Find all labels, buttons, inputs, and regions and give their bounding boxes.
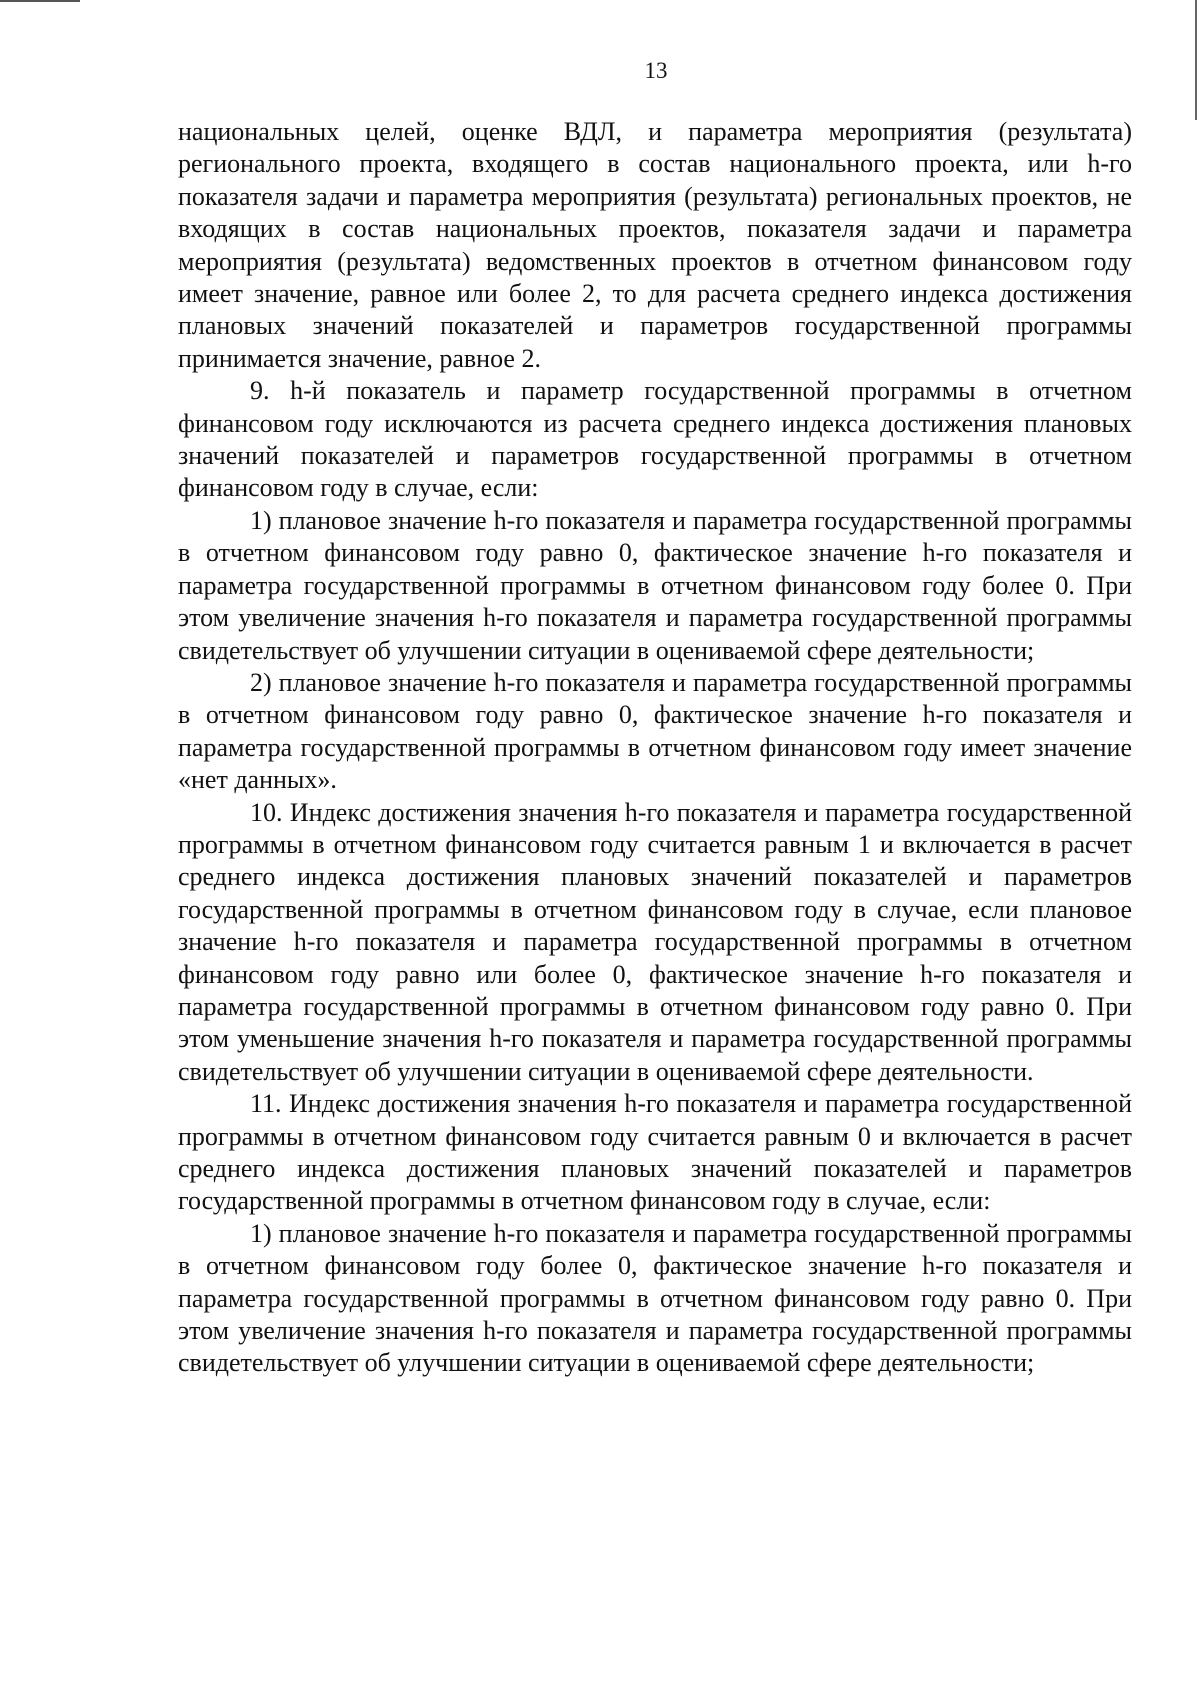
page-number: 13 <box>644 58 668 83</box>
paragraph-continuation: национальных целей, оценке ВДЛ, и параметра мероприятия (результата) регионального проекта, входящего в состав национального проекта, или h-го показателя задачи и параметра мероприятия (результата) региональных проектов, не входящих в состав национальных проектов, показателя задачи и параметра мероприятия (результата) ведомственных проектов в отчетном финансовом году имеет значение, равное или более 2, то для расчета среднего индекса достижения плановых значений показателей и параметров государственной программы принимается значение, равное 2. <box>178 117 1132 373</box>
paragraph-item-9: 9. h-й показатель и параметр государственной программы в отчетном финансовом году исключаются из расчета среднего индекса достижения плановых значений показателей и параметров государственной программы в отчетном финансовом году в случае, если: <box>178 376 1132 503</box>
paragraph-item-11: 11. Индекс достижения значения h-го показателя и параметра государственной программы в отчетном финансовом году считается равным 0 и включается в расчет среднего индекса достижения плановых значений показателей и параметров государственной программы в отчетном финансовом году в случае, если: <box>178 1089 1132 1216</box>
paragraph-item-11-1: 1) плановое значение h-го показателя и параметра государственной программы в отчетном финансовом году более 0, фактическое значение h-го показателя и параметра государственной программы в отчетном финансовом году равно 0. При этом увеличение значения h-го показателя и параметра государственной программы свидетельствует об улучшении ситуации в оцениваемой сфере деятельности; <box>178 1218 1132 1378</box>
paragraph-item-10: 10. Индекс достижения значения h-го показателя и параметра государственной программы в отчетном финансовом году считается равным 1 и включается в расчет среднего индекса достижения плановых значений показателей и параметров государственной программы в отчетном финансовом году в случае, если плановое значение h-го показателя и параметра государственной программы в отчетном финансовом году равно или более 0, фактическое значение h-го показателя и параметра государственной программы в отчетном финансовом году равно 0. При этом уменьшение значения h-го показателя и параметра государственной программы свидетельствует об улучшении ситуации в оцениваемой сфере деятельности. <box>178 797 1132 1086</box>
scan-edge-mark-top <box>0 0 80 2</box>
paragraph-item-9-1: 1) плановое значение h-го показателя и параметра государственной программы в отчетном финансовом году равно 0, фактическое значение h-го показателя и параметра государственной программы в отчетном финансовом году более 0. При этом увеличение значения h-го показателя и параметра государственной программы свидетельствует об улучшении ситуации в оцениваемой сфере деятельности; <box>178 505 1132 665</box>
document-body <box>178 116 1132 1380</box>
paragraph-item-9-2: 2) плановое значение h-го показателя и параметра государственной программы в отчетном финансовом году равно 0, фактическое значение h-го показателя и параметра государственной программы в отчетном финансовом году имеет значение «нет данных». <box>178 667 1132 795</box>
